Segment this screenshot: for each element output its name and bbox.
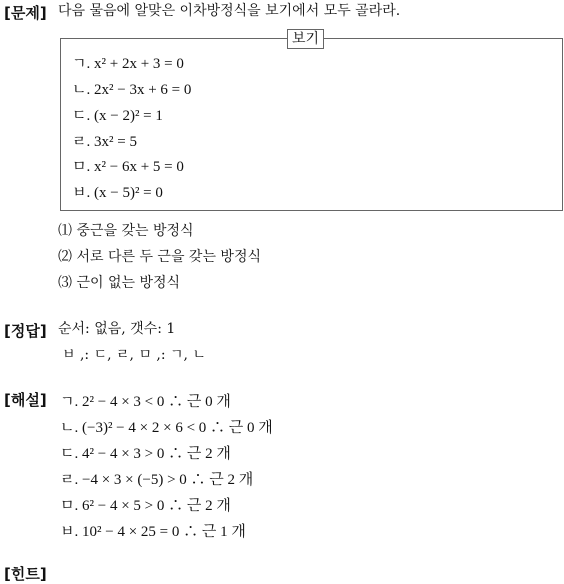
problem-label: [문제] <box>4 4 47 22</box>
sub-question: ⑶ 근이 없는 방정식 <box>58 275 181 291</box>
solution-line: ㅁ. 6² − 4 × 5 > 0 ∴ 근 2 개 <box>60 498 231 514</box>
solution-line: ㄷ. 4² − 4 × 3 > 0 ∴ 근 2 개 <box>60 446 231 462</box>
choice-item: ㄱ. x² + 2x + 3 = 0 <box>72 56 184 72</box>
solution-label: [해설] <box>4 391 47 409</box>
problem-question: 다음 물음에 알맞은 이차방정식을 보기에서 모두 골라라. <box>58 3 401 19</box>
choice-item: ㄴ. 2x² − 3x + 6 = 0 <box>72 82 192 98</box>
answer-label: [정답] <box>4 322 47 340</box>
solution-line: ㅂ. 10² − 4 × 25 = 0 ∴ 근 1 개 <box>60 524 246 540</box>
hint-label: [힌트] <box>4 565 47 583</box>
choice-item: ㅂ. (x − 5)² = 0 <box>72 185 163 201</box>
choice-item: ㄷ. (x − 2)² = 1 <box>72 108 163 124</box>
sub-question: ⑴ 중근을 갖는 방정식 <box>58 223 194 239</box>
choice-item: ㄹ. 3x² = 5 <box>72 134 137 150</box>
solution-line: ㄱ. 2² − 4 × 3 < 0 ∴ 근 0 개 <box>60 394 231 410</box>
sub-question: ⑵ 서로 다른 두 근을 갖는 방정식 <box>58 249 261 265</box>
choice-item: ㅁ. x² − 6x + 5 = 0 <box>72 159 184 175</box>
answer-line-2: ㅂ ,: ㄷ, ㄹ, ㅁ ,: ㄱ, ㄴ <box>62 347 206 363</box>
solution-line: ㄴ. (−3)² − 4 × 2 × 6 < 0 ∴ 근 0 개 <box>60 420 273 436</box>
choices-box-title: 보기 <box>287 29 324 49</box>
answer-line-1: 순서: 없음, 갯수: 1 <box>58 321 176 337</box>
solution-line: ㄹ. −4 × 3 × (−5) > 0 ∴ 근 2 개 <box>60 472 254 488</box>
